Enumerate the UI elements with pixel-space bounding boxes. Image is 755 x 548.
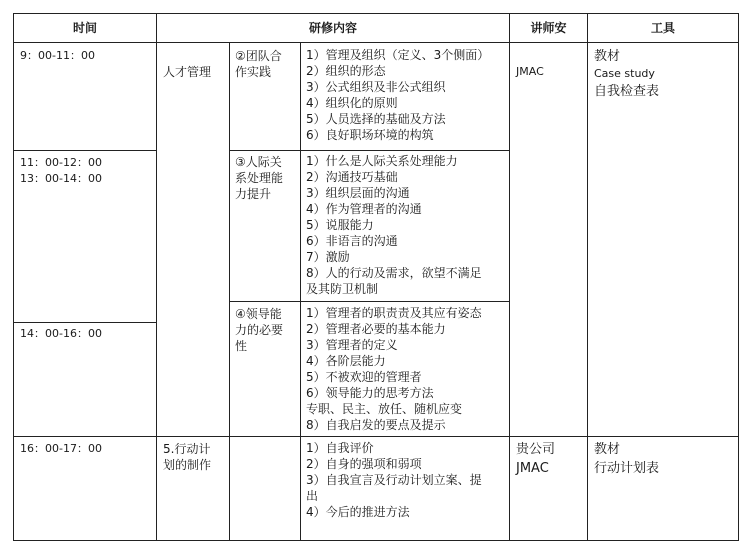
list-item: 5）人员选择的基础及方法 [306, 112, 446, 126]
table-border-top [13, 13, 739, 14]
list-item: 6）非语言的沟通 [306, 234, 398, 248]
table-border-left [13, 13, 14, 541]
module-interpersonal-items [306, 153, 482, 297]
header-instructor: 讲师安 [530, 21, 567, 35]
list-item: 3）管理者的定义 [306, 338, 398, 352]
list-item: 2）组织的形态 [306, 64, 386, 78]
table-border-right [738, 13, 739, 541]
list-item: 4）各阶层能力 [306, 354, 386, 368]
col-divider-5 [587, 13, 588, 541]
list-item: 5）说服能力 [306, 218, 374, 232]
list-item: 及其防卫机制 [306, 282, 379, 296]
list-item: 3）自我宣言及行动计划立案、提 [306, 473, 482, 487]
list-item: 8）人的行动及需求，欲望不满足 [306, 266, 482, 280]
col-divider-3 [300, 42, 301, 541]
list-item: 2）自身的强项和弱项 [306, 457, 422, 471]
list-item: 7）激励 [306, 250, 350, 264]
list-item: 3）组织层面的沟通 [306, 186, 410, 200]
list-item: 3）公式组织及非公式组织 [306, 80, 446, 94]
module-interpersonal-title: ③人际关 系处理能 力提升 [235, 155, 284, 201]
module-leadership-items [306, 305, 482, 433]
tools-2: 教材 行动计划表 [594, 442, 660, 476]
list-item: 专职、民主、放任、随机应变 [306, 402, 463, 416]
time-slot-2: 11：00-12：00 13：00-14：00 [20, 156, 102, 185]
col-divider-4 [509, 13, 510, 541]
row-divider [13, 436, 739, 437]
list-item: 5）不被欢迎的管理者 [306, 370, 422, 384]
topic-talent-management: 人才管理 [163, 65, 212, 79]
tools-1: 教材 Case study 自我检查表 [594, 49, 660, 99]
list-item: 2）管理者必要的基本能力 [306, 322, 446, 336]
list-item: 1）管理及组织（定义、3个侧面） [306, 48, 490, 62]
module-action-plan-items [306, 440, 482, 520]
topic-action-plan: 5.行动计 划的制作 [163, 442, 212, 472]
time-slot-3: 14：00-16：00 [20, 327, 102, 340]
module-divider-2 [229, 301, 509, 302]
time-slot-1: 9：00-11：00 [20, 49, 95, 62]
list-item: 8）自我启发的要点及提示 [306, 418, 446, 432]
header-content: 研修内容 [308, 21, 357, 35]
list-item: 4）组织化的原则 [306, 96, 398, 110]
list-item: 出 [306, 489, 319, 503]
list-item: 1）管理者的职责责及其应有姿态 [306, 306, 482, 320]
list-item: 4）今后的推进方法 [306, 505, 410, 519]
list-item: 1）自我评价 [306, 441, 374, 455]
col-divider-1 [156, 13, 157, 541]
module-teamwork-title: ②团队合 作实践 [235, 49, 282, 79]
time-divider-2 [13, 322, 156, 323]
time-slot-4: 16：00-17：00 [20, 442, 102, 455]
module-divider-1 [229, 150, 509, 151]
list-item: 6）领导能力的思考方法 [306, 386, 434, 400]
header-tools: 工具 [650, 21, 675, 35]
list-item: 1）什么是人际关系处理能力 [306, 154, 458, 168]
module-teamwork-items [306, 47, 489, 143]
table-border-bottom [13, 540, 739, 541]
header-divider [13, 42, 739, 43]
list-item: 4）作为管理者的沟通 [306, 202, 422, 216]
module-leadership-title: ④领导能 力的必要 性 [235, 307, 284, 353]
instructor-2: 贵公司 JMAC [516, 442, 556, 476]
instructor-1: JMAC [516, 65, 544, 78]
col-divider-2 [229, 42, 230, 541]
list-item: 6）良好职场环境的构筑 [306, 128, 434, 142]
header-time: 时间 [72, 21, 97, 35]
time-divider-1 [13, 150, 156, 151]
list-item: 2）沟通技巧基础 [306, 170, 398, 184]
